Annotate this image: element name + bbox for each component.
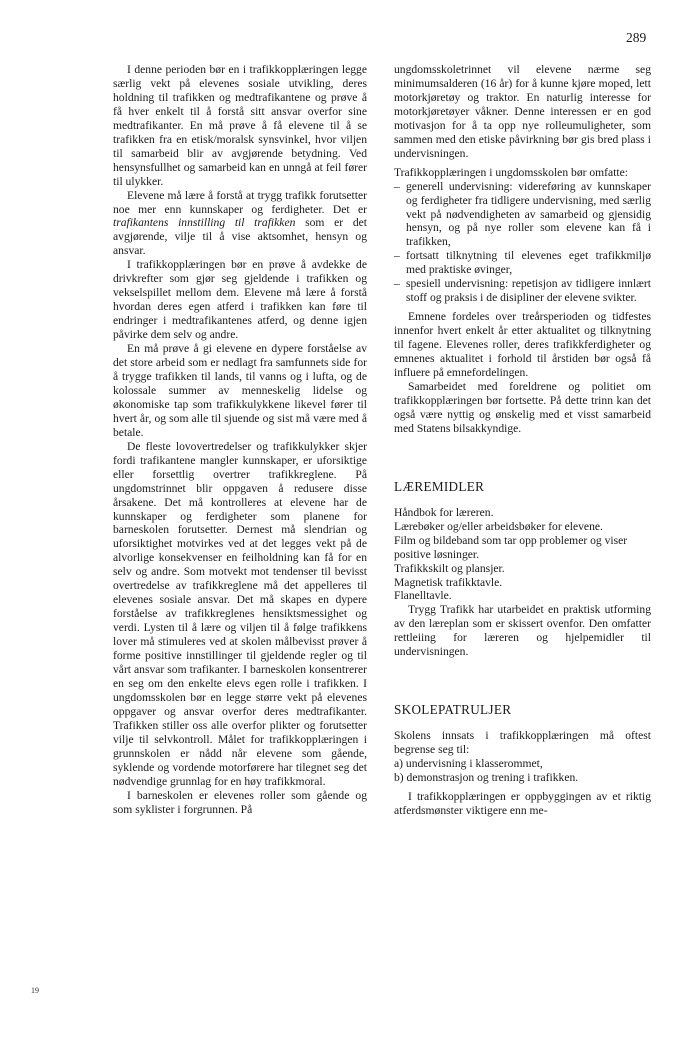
paragraph-text: Elevene må lære å forstå at trygg trafikk forutsetter noe mer enn kunnskaper og ferdigheter. Det er [113, 188, 367, 216]
paragraph: I trafikkopplæringen er oppbyggingen av et riktig atferdsmønster viktigere enn me- [394, 789, 651, 817]
section-heading-laeremidler: LÆREMIDLER [394, 478, 485, 494]
paragraph-text: som er det avgjørende, vilje til å vise aktsomhet, hensyn og ansvar. [113, 216, 367, 258]
list-item: Trafikkskilt og plansjer. [394, 561, 505, 575]
paragraph: Samarbeidet med foreldrene og politiet om trafikkopplæringen bør fortsette. På dette trinn kan det også være nyttig og ønskelig med et visst samarbeid med Statens bilsakkyndige. [394, 379, 651, 435]
paragraph: Trygg Trafikk har utarbeidet en praktisk utforming av den læreplan som er skissert ovenfor. Den omfatter rettleiing for læreren og hjelpemidler til undervisningen. [394, 603, 651, 659]
list-item: Flanelltavle. [394, 589, 452, 603]
list-item: – fortsatt tilknytning til elevenes eget trafikkmiljø med praktiske øvinger, [394, 249, 651, 277]
list-item: – generell undervisning: videreføring av kunnskaper og ferdigheter fra tidligere undervisning, med særlig vekt på nødvendigheten av samarbeid og gjensidig hensyn, og på nye roller som elevene kan få i trafikken, [394, 180, 651, 250]
left-column [113, 63, 367, 816]
list-item: b) demonstrasjon og trening i trafikken. [394, 771, 579, 785]
list-item: a) undervisning i klasserommet, [394, 757, 543, 771]
list-item: Film og bildeband som tar opp problemer og viser positive løsninger. [394, 533, 628, 561]
section-heading-skolepatruljer: SKOLEPATRULJER [394, 702, 512, 718]
materials-list [394, 506, 651, 659]
paragraph: De fleste lovovertredelser og trafikkulykker skjer fordi trafikantene mangler kunnskaper, er uforsiktige eller forsettlig overtrer trafikkreglene. På ungdomstrinnet blir oppgaven å redusere disse årsakene. Det må kontrolleres at elevene har de kunnskaper og ferdigheter som planene for barneskolen forutsetter. Dernest må slendrian og uforsiktighet motvirkes ved at det legges vekt på de alvorlige konsekvenser en feilholdning kan få for en selv og andre. Som motvekt mot tendenser til bevisst overtredelse av trafikkreglene må det appelleres til elevenes sosiale ansvar. Det må skapes en dypere forståelse av trafikkreglenes hensiktsmessighet og verdi. Lysten til å lære og viljen til å følge trafikkens lover må stimuleres ved at skolen målbevisst prøver å forme positive innstillinger til gjeldende regler og til vårt ansvar som trafikanter. I barneskolen konsentrerer en seg om den enkelte elevs egen rolle i trafikken. I ungdomsskolen bør en legge større vekt på elevenes oppgaver og ansvar overfor deres medtrafikanter. Trafikken stiller oss alle overfor plikter og forutsetter vilje til selvkontroll. Målet for trafikkopplæringen i grunnskolen er nådd når elevene som gående, syklende og vordende motorførere har tilegnet seg det nødvendige grunnlag for en høy trafikkmoral. [113, 439, 367, 788]
paragraph: ungdomsskoletrinnet vil elevene nærme seg minimumsalderen (16 år) for å kunne kjøre moped, lett motorkjøretøy og traktor. En naturlig interesse for motorkjøretøyer våkner. Denne interessen er en god motivasjon for å ta opp nye rolleumuligheter, som sammen med den etiske påvirkning bør gis bred plass i undervisningen. [394, 63, 651, 160]
list-item: Lærebøker og/eller arbeidsbøker for elevene. [394, 519, 603, 533]
dash-list [394, 180, 651, 306]
list-item: Håndbok for læreren. [394, 505, 494, 519]
list-item: Magnetisk trafikktavle. [394, 575, 503, 589]
footer-mark: 19 [31, 986, 39, 995]
paragraph [113, 189, 367, 259]
list-intro: Trafikkopplæringen i ungdomsskolen bør omfatte: [394, 165, 629, 179]
list-item: – spesiell undervisning: repetisjon av tidligere innlært stoff og praksis i de disipliner der elevene svikter. [394, 277, 651, 305]
paragraph: Emnene fordeles over treårsperioden og tidfestes innenfor hvert enkelt år etter aktualitet og tilknytning til fagene. Elevenes roller, deres trafikkferdigheter og emnenes aktualitet i forhold til årstiden bør også få influere på emnefordelingen. [394, 310, 651, 380]
paragraph: En må prøve å gi elevene en dypere forståelse av det store arbeid som er nedlagt fra samfunnets side for å trygge trafikken til lands, til vanns og i lufta, og de kolossale summer av menneskelig lidelse og økonomiske tap som trafikkulykkene likevel fører til hvert år, og som alle til sjuende og sist må være med å betale. [113, 342, 367, 439]
paragraph: I trafikkopplæringen bør en prøve å avdekke de drivkrefter som gjør seg gjeldende i trafikken og vekselspillet mellom dem. Elevene må lære å forstå hvordan deres egen atferd i trafikken kan føre til endringer i medtrafikantenes atferd, og denne igjen påvirke dem selv og andre. [113, 258, 367, 342]
paragraph: I denne perioden bør en i trafikkopplæringen legge særlig vekt på elevenes sosiale utvikling, deres holdning til trafikken og medtrafikantene og prøve å få hver enkelt til å forstå sitt ansvar overfor sine medtrafikanter. En må prøve å få elevene til å se trafikken fra en etisk/moralsk synsvinkel, hvor viljen til samarbeid blir av avgjørende betydning. Ved hensynsfullhet og samarbeid kan en unngå at feil fører til ulykker. [113, 63, 367, 188]
right-column [394, 63, 651, 818]
page-number: 289 [626, 30, 647, 45]
alpha-list [394, 757, 651, 785]
paragraph: Skolens innsats i trafikkopplæringen må oftest begrense seg til: [394, 729, 651, 757]
emphasis-text: trafikantens innstilling til trafikken [113, 216, 296, 230]
paragraph: I barneskolen er elevenes roller som gående og som syklister i forgrunnen. På [113, 788, 367, 816]
